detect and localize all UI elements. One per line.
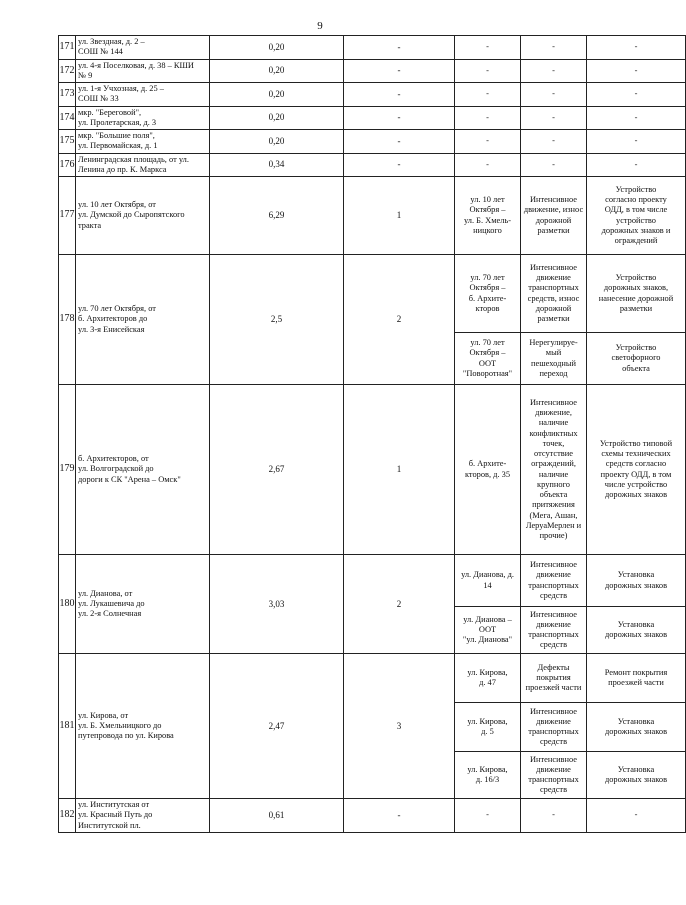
length-km: 0,20 — [210, 106, 344, 130]
site-reason: Интенсивное движение транспортных средств — [521, 703, 587, 752]
street-section: ул. 4-я Поселковая, д. 38 – КШИ № 9 — [76, 59, 210, 83]
street-section: мкр. "Большие поля", ул. Первомайская, д. 1 — [76, 130, 210, 154]
table-row — [59, 106, 686, 130]
table-row — [59, 799, 686, 833]
length-km: 0,20 — [210, 36, 344, 60]
site-location: ул. 70 лет Октября – ООТ "Поворотная" — [455, 333, 521, 385]
sites-count: - — [344, 153, 455, 177]
sites-count: - — [344, 83, 455, 107]
site-reason: Интенсивное движение транспортных средств — [521, 555, 587, 607]
street-section: ул. Кирова, от ул. Б. Хмельницкого до путепровода по ул. Кирова — [76, 654, 210, 799]
site-measure: - — [587, 36, 686, 60]
site-reason: - — [521, 59, 587, 83]
length-km: 0,20 — [210, 59, 344, 83]
length-km: 0,20 — [210, 130, 344, 154]
row-number: 171 — [59, 36, 76, 60]
sites-count: 1 — [344, 177, 455, 255]
length-km: 0,61 — [210, 799, 344, 833]
site-measure: - — [587, 153, 686, 177]
site-measure: - — [587, 799, 686, 833]
length-km: 2,5 — [210, 255, 344, 385]
site-measure: Устройство дорожных знаков, нанесение дорожной разметки — [587, 255, 686, 333]
site-reason: Интенсивное движение транспортных средств — [521, 752, 587, 799]
sites-count: 2 — [344, 255, 455, 385]
site-reason: Интенсивное движение, износ дорожной разметки — [521, 177, 587, 255]
site-location: - — [455, 36, 521, 60]
length-km: 0,34 — [210, 153, 344, 177]
site-location: ул. Кирова, д. 5 — [455, 703, 521, 752]
street-section: б. Архитекторов, от ул. Волгоградской до дороги к СК "Арена – Омск" — [76, 385, 210, 555]
site-reason: - — [521, 83, 587, 107]
length-km: 2,67 — [210, 385, 344, 555]
site-measure: - — [587, 59, 686, 83]
table-row — [59, 59, 686, 83]
length-km: 0,20 — [210, 83, 344, 107]
site-location: ул. Кирова, д. 16/3 — [455, 752, 521, 799]
site-measure: - — [587, 83, 686, 107]
street-section: ул. 10 лет Октября, от ул. Думской до Сыропятского тракта — [76, 177, 210, 255]
site-location: ул. Дианова – ООТ "ул. Дианова" — [455, 607, 521, 654]
site-location: ул. 10 лет Октября – ул. Б. Хмель- ницкого — [455, 177, 521, 255]
site-measure: Установка дорожных знаков — [587, 703, 686, 752]
table-row — [59, 654, 686, 703]
street-section: ул. 1-я Учхозная, д. 25 – СОШ № 33 — [76, 83, 210, 107]
length-km: 6,29 — [210, 177, 344, 255]
site-reason: - — [521, 106, 587, 130]
row-number: 178 — [59, 255, 76, 385]
sites-count: 3 — [344, 654, 455, 799]
site-location: - — [455, 59, 521, 83]
site-reason: - — [521, 153, 587, 177]
table-row — [59, 255, 686, 333]
site-reason: Интенсивное движение, наличие конфликтных точек, отсутствие ограждений, наличие крупного объекта притяжения (Мега, Ашан, ЛеруаМерлен и прочие) — [521, 385, 587, 555]
site-measure: Устройство типовой схемы технических средств согласно проекту ОДД, в том числе устройство дорожных знаков — [587, 385, 686, 555]
street-section: Ленинградская площадь, от ул. Ленина до пр. К. Маркса — [76, 153, 210, 177]
table-row — [59, 385, 686, 555]
row-number: 176 — [59, 153, 76, 177]
site-location: - — [455, 83, 521, 107]
site-location: - — [455, 799, 521, 833]
row-number: 182 — [59, 799, 76, 833]
site-reason: - — [521, 799, 587, 833]
site-reason: Интенсивное движение транспортных средств — [521, 607, 587, 654]
site-measure: Установка дорожных знаков — [587, 752, 686, 799]
site-measure: - — [587, 130, 686, 154]
site-location: ул. Кирова, д. 47 — [455, 654, 521, 703]
site-location: б. Архите- кторов, д. 35 — [455, 385, 521, 555]
street-section: мкр. "Береговой", ул. Пролетарская, д. 3 — [76, 106, 210, 130]
street-section: ул. 70 лет Октября, от б. Архитекторов до ул. 3-я Енисейская — [76, 255, 210, 385]
row-number: 181 — [59, 654, 76, 799]
row-number: 180 — [59, 555, 76, 654]
table-row — [59, 555, 686, 607]
sites-count: - — [344, 130, 455, 154]
row-number: 175 — [59, 130, 76, 154]
site-location: - — [455, 106, 521, 130]
street-section: ул. Институтская от ул. Красный Путь до Институтской пл. — [76, 799, 210, 833]
length-km: 3,03 — [210, 555, 344, 654]
table-row — [59, 177, 686, 255]
table-row — [59, 130, 686, 154]
site-measure: Установка дорожных знаков — [587, 607, 686, 654]
roads-table — [58, 35, 686, 833]
site-measure: - — [587, 106, 686, 130]
site-measure: Установка дорожных знаков — [587, 555, 686, 607]
row-number: 174 — [59, 106, 76, 130]
site-measure: Ремонт покрытия проезжей части — [587, 654, 686, 703]
site-location: - — [455, 130, 521, 154]
site-location: - — [455, 153, 521, 177]
row-number: 177 — [59, 177, 76, 255]
row-number: 172 — [59, 59, 76, 83]
site-reason: Нерегулируе- мый пешеходный переход — [521, 333, 587, 385]
street-section: ул. Дианова, от ул. Лукашевича до ул. 2-я Солнечная — [76, 555, 210, 654]
sites-count: - — [344, 36, 455, 60]
table-row — [59, 153, 686, 177]
sites-count: 2 — [344, 555, 455, 654]
sites-count: - — [344, 799, 455, 833]
table-row — [59, 83, 686, 107]
site-location: ул. 70 лет Октября – б. Архите- кторов — [455, 255, 521, 333]
sites-count: - — [344, 106, 455, 130]
sites-count: 1 — [344, 385, 455, 555]
site-measure: Устройство светофорного объекта — [587, 333, 686, 385]
site-measure: Устройство согласно проекту ОДД, в том числе устройство дорожных знаков и ограждений — [587, 177, 686, 255]
table-body — [59, 36, 686, 833]
page-number: 9 — [317, 20, 323, 32]
table-row — [59, 36, 686, 60]
site-reason: - — [521, 130, 587, 154]
sites-count: - — [344, 59, 455, 83]
length-km: 2,47 — [210, 654, 344, 799]
site-reason: Интенсивное движение транспортных средств, износ дорожной разметки — [521, 255, 587, 333]
row-number: 179 — [59, 385, 76, 555]
site-location: ул. Дианова, д. 14 — [455, 555, 521, 607]
site-reason: - — [521, 36, 587, 60]
street-section: ул. Звездная, д. 2 – СОШ № 144 — [76, 36, 210, 60]
site-reason: Дефекты покрытия проезжей части — [521, 654, 587, 703]
row-number: 173 — [59, 83, 76, 107]
